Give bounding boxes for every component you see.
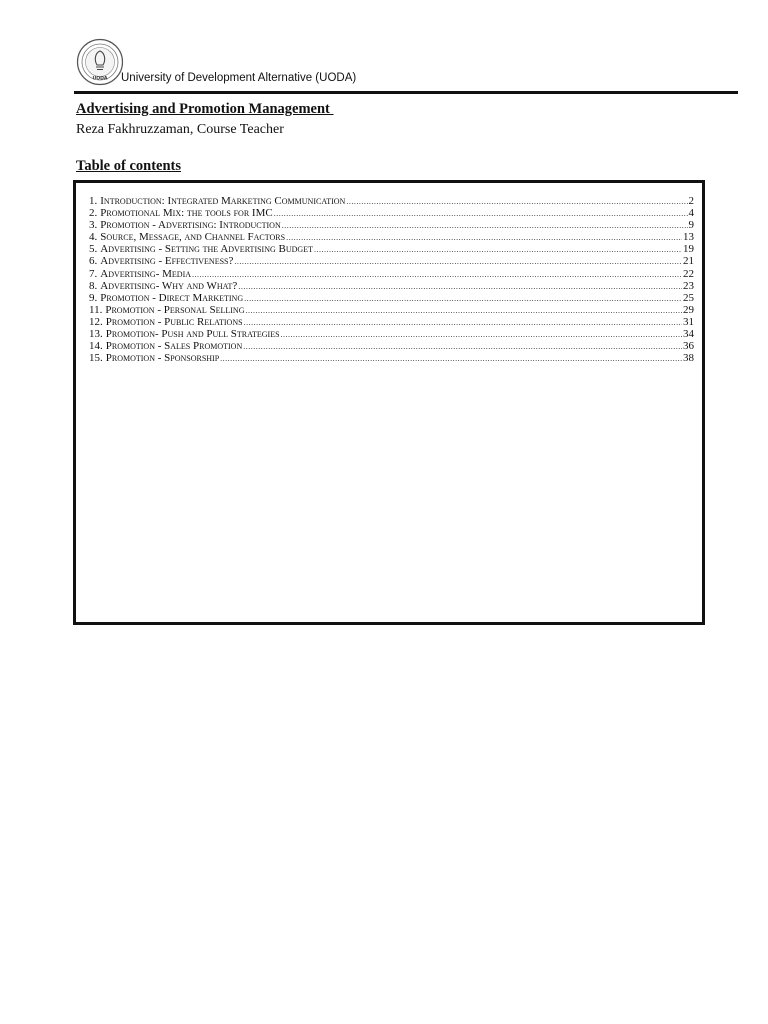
toc-entry-number: 3.	[89, 219, 98, 232]
toc-dot-leader	[274, 208, 688, 220]
toc-entry-page[interactable]: 9	[688, 219, 694, 232]
toc-entry-number: 12.	[89, 315, 103, 328]
toc-entry[interactable]	[89, 268, 694, 280]
toc-entry-title[interactable]: Promotion - Personal Selling	[105, 303, 245, 316]
uoda-logo	[76, 38, 124, 86]
toc-dot-leader	[192, 269, 682, 281]
toc-dot-leader	[234, 256, 682, 268]
toc-entry-title[interactable]: Promotion - Sponsorship	[105, 352, 220, 365]
toc-entry[interactable]	[89, 304, 694, 316]
toc-entry[interactable]	[89, 352, 694, 364]
toc-entry[interactable]	[89, 340, 694, 352]
toc-entry-title[interactable]: Advertising - Effectiveness?	[100, 255, 234, 268]
toc-entry[interactable]	[89, 243, 694, 255]
toc-entry-page[interactable]: 34	[683, 328, 694, 341]
header-divider	[74, 91, 738, 94]
toc-dot-leader	[243, 341, 682, 353]
toc-entry-number: 15.	[89, 352, 103, 365]
toc-entry-page[interactable]: 25	[683, 291, 694, 304]
toc-entry-page[interactable]: 23	[683, 279, 694, 292]
toc-dot-leader	[246, 305, 683, 317]
toc-dot-leader	[346, 196, 687, 208]
toc-entry-title[interactable]: Promotional Mix: the tools for IMC	[100, 207, 273, 220]
toc-entry[interactable]	[89, 316, 694, 328]
toc-entry-number: 9.	[89, 291, 98, 304]
toc-entry-number: 4.	[89, 231, 98, 244]
toc-list	[89, 195, 694, 364]
toc-entry-title[interactable]: Promotion - Public Relations	[105, 315, 243, 328]
toc-dot-leader	[238, 281, 682, 293]
toc-entry-number: 1.	[89, 195, 98, 207]
toc-entry-number: 2.	[89, 207, 98, 220]
university-name: University of Development Alternative (UODA)	[121, 72, 357, 84]
toc-entry-page[interactable]: 21	[683, 255, 694, 268]
toc-entry-number: 5.	[89, 243, 98, 256]
toc-entry[interactable]	[89, 195, 694, 207]
svg-text:UODA: UODA	[92, 76, 108, 82]
toc-entry[interactable]	[89, 231, 694, 243]
toc-entry-title[interactable]: Promotion - Direct Marketing	[100, 291, 244, 304]
toc-entry-page[interactable]: 19	[683, 243, 694, 256]
toc-entry-page[interactable]: 29	[683, 303, 694, 316]
toc-entry-number: 11.	[89, 303, 103, 316]
toc-entry-number: 6.	[89, 255, 98, 268]
toc-entry-title[interactable]: Promotion - Sales Promotion	[105, 340, 243, 353]
toc-entry-page[interactable]: 2	[688, 195, 694, 207]
toc-entry-title[interactable]: Promotion- Push and Pull Strategies	[105, 328, 280, 341]
toc-entry[interactable]	[89, 292, 694, 304]
toc-entry-title[interactable]: Advertising- Why and What?	[100, 279, 238, 292]
toc-entry-title[interactable]: Advertising - Setting the Advertising Budget	[100, 243, 313, 256]
course-title: Advertising and Promotion Management	[76, 101, 334, 117]
toc-entry-number: 7.	[89, 267, 98, 280]
toc-entry[interactable]	[89, 219, 694, 231]
toc-entry-title[interactable]: Advertising- Media	[100, 267, 192, 280]
toc-entry-title[interactable]: Source, Message, and Channel Factors	[100, 231, 286, 244]
toc-dot-leader	[244, 293, 682, 305]
toc-entry-page[interactable]: 36	[683, 340, 694, 353]
toc-dot-leader	[244, 317, 682, 329]
toc-entry-page[interactable]: 4	[688, 207, 694, 220]
toc-entry-page[interactable]: 22	[683, 267, 694, 280]
course-teacher: Reza Fakhruzzaman, Course Teacher	[76, 122, 284, 137]
toc-entry[interactable]	[89, 280, 694, 292]
toc-dot-leader	[220, 353, 682, 365]
toc-entry-title[interactable]: Introduction: Integrated Marketing Communication	[100, 195, 346, 207]
toc-dot-leader	[282, 220, 688, 232]
toc-dot-leader	[286, 232, 682, 244]
toc-entry[interactable]	[89, 255, 694, 267]
toc-entry[interactable]	[89, 328, 694, 340]
toc-entry-number: 8.	[89, 279, 98, 292]
toc-entry-page[interactable]: 31	[683, 315, 694, 328]
toc-dot-leader	[281, 329, 682, 341]
toc-entry-number: 13.	[89, 328, 103, 341]
toc-box	[73, 180, 705, 625]
toc-entry-number: 14.	[89, 340, 103, 353]
toc-entry-page[interactable]: 13	[683, 231, 694, 244]
toc-heading: Table of contents	[76, 158, 181, 174]
toc-entry[interactable]	[89, 207, 694, 219]
toc-entry-page[interactable]: 38	[683, 352, 694, 365]
toc-entry-title[interactable]: Promotion - Advertising: Introduction	[100, 219, 281, 232]
toc-dot-leader	[314, 244, 682, 256]
